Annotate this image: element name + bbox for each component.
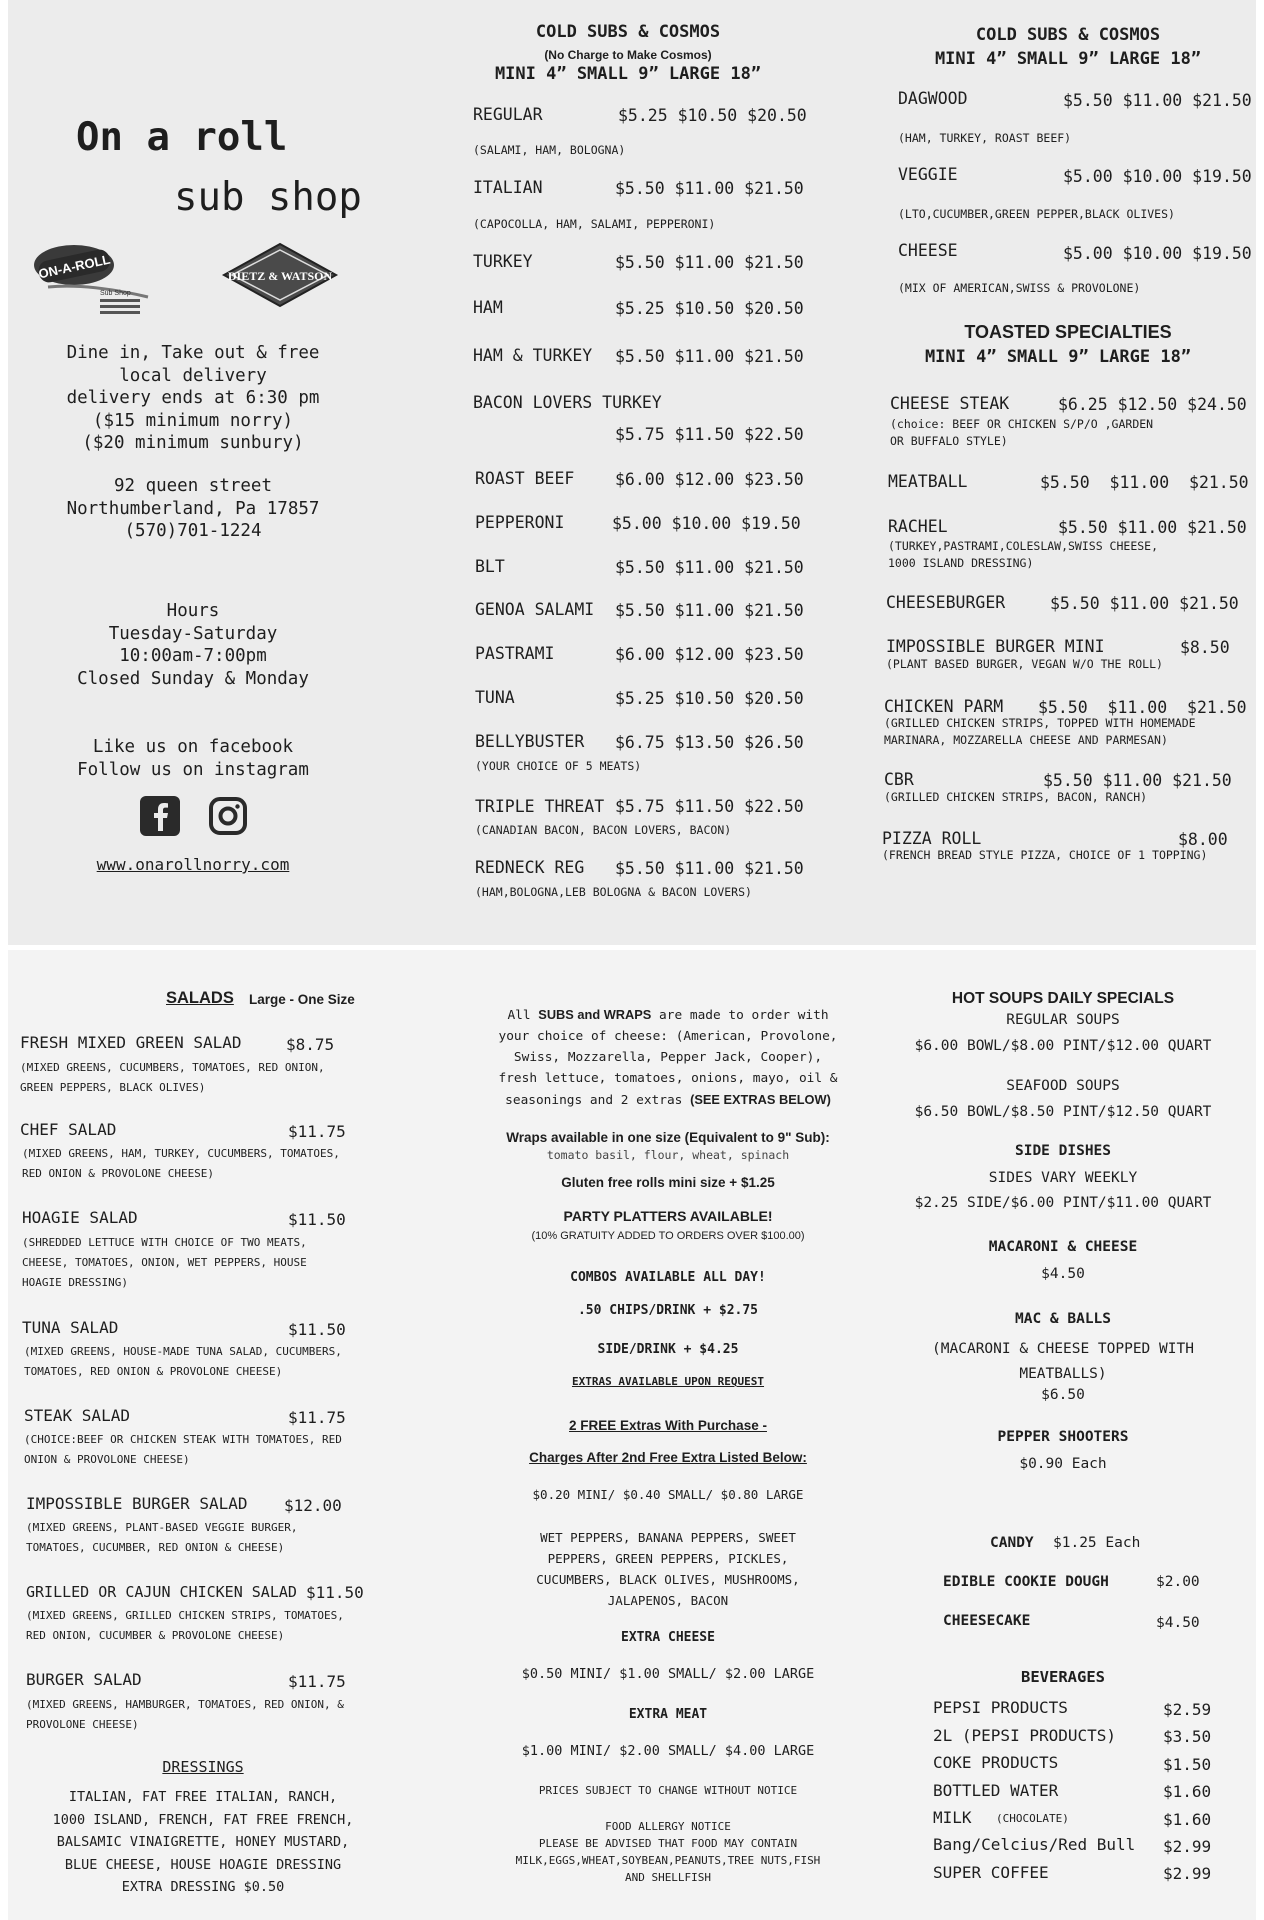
menu-item-desc: (GRILLED CHICKEN STRIPS, TOPPED WITH HOMEMADE MARINARA, MOZZARELLA CHEESE AND PARMESAN) [884,716,1196,747]
intro-b: are made to order with [651,1008,829,1023]
intro-last-bold: (SEE EXTRAS BELOW) [690,1092,831,1107]
menu-item-desc: (GRILLED CHICKEN STRIPS, BACON, RANCH) [884,790,1148,804]
salad-desc: (MIXED GREENS, CUCUMBERS, TOMATOES, RED ONION, GREEN PEPPERS, BLACK OLIVES) [20,1061,325,1094]
menu-item-prices: $8.50 [1180,638,1230,657]
menu-item-name: ROAST BEEF [475,469,575,488]
logo-roll-text: ON-A-ROLL [37,251,112,282]
menu-item-desc: (TURKEY,PASTRAMI,COLESLAW,SWISS CHEESE, 1000 ISLAND DRESSING) [888,539,1159,570]
menu-item-name: CHEESE STEAK [890,394,1010,413]
pepper-shooters-title: PEPPER SHOOTERS [997,1429,1129,1445]
menu-item-name: MEATBALL [888,472,968,491]
menu-item-name: CHEESE [898,241,958,260]
mac-balls-desc [888,1337,1238,1387]
salad-name: STEAK SALAD [24,1406,130,1425]
menu-item-prices: $5.50 $11.00 $21.50 [615,347,804,366]
menu-item-prices: $5.50 $11.00 $21.50 [1063,91,1252,110]
intro-line: Swiss, Mozzarella, Pepper Jack, Cooper), [513,1050,823,1065]
cookie-dough-price: $2.00 [1156,1574,1200,1590]
extras-request: EXTRAS AVAILABLE UPON REQUEST [571,1375,765,1388]
dressings-line: BALSAMIC VINAIGRETTE, HONEY MUSTARD, [56,1834,350,1850]
wraps-types: tomato basil, flour, wheat, spinach [546,1148,790,1162]
free-extras: 2 FREE Extras With Purchase - [569,1418,767,1433]
cold-subs-title-2: COLD SUBS & COSMOS [975,25,1161,45]
size-header: MINI 4” SMALL 9” LARGE 18” [494,64,762,84]
menu-item-desc: (HAM,BOLOGNA,LEB BOLOGNA & BACON LOVERS) [475,885,752,899]
salad-price: $11.50 [288,1320,346,1339]
menu-item-name: CHICKEN PARM [884,697,1004,716]
extras-list [463,1527,873,1611]
extras-line: JALAPENOS, BACON [607,1593,729,1608]
dressings-line: BLUE CHEESE, HOUSE HOAGIE DRESSING [64,1856,342,1873]
salad-desc: (SHREDDED LETTUCE WITH CHOICE OF TWO MEATS, CHEESE, TOMATOES, ONION, WET PEPPERS, HOUSE HOAGIE DRESSING) [22,1236,307,1289]
salad-desc: (MIXED GREENS, HOUSE-MADE TUNA SALAD, CUCUMBERS, TOMATOES, RED ONION & PROVOLONE CHEESE) [24,1345,342,1378]
social-line: Like us on facebook [92,737,294,757]
facebook-icon[interactable] [139,795,181,837]
cheesecake-price: $4.50 [1156,1615,1200,1631]
service-line: ($20 minimum sunbury) [82,433,304,453]
menu-item-desc: (LTO,CUCUMBER,GREEN PEPPER,BLACK OLIVES) [898,207,1175,221]
extra-meat-prices: $1.00 MINI/ $2.00 SMALL/ $4.00 LARGE [521,1743,815,1759]
party-platters: PARTY PLATTERS AVAILABLE! [563,1208,773,1224]
dietz-watson-logo [220,240,340,310]
menu-item-prices: $5.00 $10.00 $19.50 [612,514,801,533]
menu-item-prices: $5.50 $11.00 $21.50 [615,253,804,272]
dressings-line: ITALIAN, FAT FREE ITALIAN, RANCH, [68,1789,338,1805]
salad-price: $11.50 [288,1210,346,1229]
mac-cheese-title: MACARONI & CHEESE [988,1239,1138,1255]
extras-line: PEPPERS, GREEN PEPPERS, PICKLES, [547,1551,789,1566]
menu-item-prices: $5.50 $11.00 $21.50 [1040,473,1249,492]
beverage-price: $2.99 [1163,1864,1212,1883]
menu-item-name: REDNECK REG [475,858,585,877]
menu-item-desc: (CANADIAN BACON, BACON LOVERS, BACON) [475,823,732,837]
salad-price: $11.75 [288,1408,346,1427]
beverage-name: MILK [933,1808,972,1827]
hours-line: Tuesday-Saturday [108,623,278,644]
address-line: Northumberland, Pa 17857 [66,498,320,519]
beverage-note: (CHOCOLATE) [996,1812,1069,1825]
seafood-soups-prices: $6.50 BOWL/$8.50 PINT/$12.50 QUART [914,1104,1212,1120]
menu-item-desc: (FRENCH BREAD STYLE PIZZA, CHOICE OF 1 TOPPING) [882,848,1208,862]
menu-item-name: REGULAR [473,105,543,124]
regular-soups-prices: $6.00 BOWL/$8.00 PINT/$12.00 QUART [914,1038,1212,1054]
hours [8,600,378,690]
service-line: Dine in, Take out & free [66,343,320,363]
menu-item-name: BACON LOVERS TURKEY [473,393,662,412]
salad-desc: (MIXED GREENS, GRILLED CHICKEN STRIPS, TOMATOES, RED ONION, CUCUMBER & PROVOLONE CHEESE) [26,1609,344,1642]
salad-desc: (MIXED GREENS, HAM, TURKEY, CUCUMBERS, TOMATOES, RED ONION & PROVOLONE CHEESE) [22,1147,340,1180]
cosmos-note: (No Charge to Make Cosmos) [544,48,712,62]
website-link[interactable]: www.onarollnorry.com [96,855,290,874]
beverage-name: PEPSI PRODUCTS [933,1698,1068,1717]
menu-item-prices: $5.00 $10.00 $19.50 [1063,244,1252,263]
beverage-price: $1.50 [1163,1755,1212,1774]
hours-line: 10:00am-7:00pm [119,646,267,666]
wraps-info: Wraps available in one size (Equivalent to 9" Sub): [506,1130,830,1145]
extra-cheese-prices: $0.50 MINI/ $1.00 SMALL/ $2.00 LARGE [521,1666,815,1682]
candy-price: $1.25 Each [1053,1535,1141,1551]
service-line: ($15 minimum norry) [92,410,294,431]
combo-side-drink: SIDE/DRINK + $4.25 [597,1342,739,1357]
beverage-price: $1.60 [1163,1810,1212,1829]
sides-note: SIDES VARY WEEKLY [988,1170,1138,1186]
menu-item-prices: $5.25 $10.50 $20.50 [615,299,804,318]
menu-item-name: ITALIAN [473,178,543,197]
extras-line: WET PEPPERS, BANANA PEPPERS, SWEET [540,1530,796,1545]
menu-item-prices: $8.00 [1178,830,1228,849]
beverage-price: $2.99 [1163,1837,1212,1856]
social-text [8,736,378,781]
menu-item-prices: $5.50 $11.00 $21.50 [615,558,804,577]
menu-item-prices: $5.50 $11.00 $21.50 [615,179,804,198]
menu-item-name: BLT [475,557,505,576]
extras-charges: Charges After 2nd Free Extra Listed Below: [529,1450,807,1465]
allergy-notice [463,1818,873,1886]
hours-line: Closed Sunday & Monday [77,668,309,689]
dressings-line: EXTRA DRESSING $0.50 [121,1879,285,1895]
soups-title: HOT SOUPS DAILY SPECIALS [951,990,1175,1007]
menu-item-desc: (CAPOCOLLA, HAM, SALAMI, PEPPERONI) [473,217,716,231]
menu-page-front [8,0,1256,945]
salad-price: $11.75 [288,1122,346,1141]
menu-item-prices: $5.75 $11.50 $22.50 [615,425,804,444]
instagram-icon[interactable] [209,797,247,835]
logo-sub-text: Sub Shop [100,290,131,297]
cheesecake-label: CHEESECAKE [943,1613,1031,1629]
salad-price: $11.75 [288,1672,346,1691]
cookie-dough-label: EDIBLE COOKIE DOUGH [943,1574,1109,1590]
menu-item-name: PEPPERONI [475,513,565,532]
menu-item-prices: $5.00 $10.00 $19.50 [1063,167,1252,186]
menu-item-prices: $5.75 $11.50 $22.50 [615,797,804,816]
menu-item-name: HAM & TURKEY [473,346,593,365]
order-info [463,1004,873,1111]
intro-line: fresh lettuce, tomatoes, onions, mayo, oil & [498,1071,838,1086]
menu-item-prices: $5.50 $11.00 $21.50 [1058,518,1247,537]
menu-item-name: PASTRAMI [475,644,555,663]
salad-price: $11.50 [306,1583,364,1602]
sides-prices: $2.25 SIDE/$6.00 PINT/$11.00 QUART [914,1195,1212,1211]
seafood-soups: SEAFOOD SOUPS [1006,1078,1120,1094]
dressings-title: DRESSINGS [162,1758,244,1776]
dressings-list [8,1786,398,1899]
shop-title-line2: sub shop [174,175,362,220]
beverage-name: COKE PRODUCTS [933,1753,1059,1772]
salad-name: FRESH MIXED GREEN SALAD [20,1033,242,1052]
salads-title: SALADS [166,989,234,1007]
salad-desc: (MIXED GREENS, HAMBURGER, TOMATOES, RED ONION, & PROVOLONE CHEESE) [26,1698,344,1731]
menu-item-desc: (SALAMI, HAM, BOLOGNA) [473,143,626,157]
menu-item-prices: $5.50 $11.00 $21.50 [1043,771,1232,790]
mac-cheese-price: $4.50 [1041,1266,1085,1282]
menu-item-name: GENOA SALAMI [475,600,595,619]
price-change-notice: PRICES SUBJECT TO CHANGE WITHOUT NOTICE [538,1784,798,1797]
mac-balls-price: $6.50 [1041,1387,1085,1403]
menu-item-desc: (PLANT BASED BURGER, VEGAN W/O THE ROLL) [886,657,1163,671]
regular-soups: REGULAR SOUPS [1006,1012,1120,1028]
combo-chips-drink: .50 CHIPS/DRINK + $2.75 [577,1303,758,1318]
menu-item-desc: (HAM, TURKEY, ROAST BEEF) [898,131,1072,145]
beverage-name: BOTTLED WATER [933,1781,1059,1800]
social-icons [8,795,378,837]
address [8,475,378,543]
size-header-3: MINI 4” SMALL 9” LARGE 18” [924,347,1192,367]
menu-item-prices: $5.50 $11.00 $21.50 [615,859,804,878]
menu-item-name: CHEESEBURGER [886,593,1006,612]
intro-a: All [507,1008,539,1023]
menu-item-name: BELLYBUSTER [475,732,585,751]
extras-prices: $0.20 MINI/ $0.40 SMALL/ $0.80 LARGE [532,1487,804,1502]
service-line: delivery ends at 6:30 pm [66,388,320,408]
intro-line: your choice of cheese: (American, Provolone, [498,1029,838,1044]
menu-item-desc: (choice: BEEF OR CHICKEN S/P/O ,GARDEN OR BUFFALO STYLE) [890,417,1154,448]
menu-item-desc: (MIX OF AMERICAN,SWISS & PROVOLONE) [898,281,1141,295]
menu-item-desc: (YOUR CHOICE OF 5 MEATS) [475,759,642,773]
beverage-price: $3.50 [1163,1727,1212,1746]
menu-item-prices: $6.25 $12.50 $24.50 [1058,395,1247,414]
menu-item-name: CBR [884,770,914,789]
menu-item-prices: $5.25 $10.50 $20.50 [615,689,804,708]
salad-name: TUNA SALAD [22,1318,119,1337]
menu-item-name: IMPOSSIBLE BURGER MINI [886,637,1105,656]
menu-item-prices: $6.00 $12.00 $23.50 [615,470,804,489]
menu-item-name: VEGGIE [898,165,958,184]
menu-item-prices: $6.00 $12.00 $23.50 [615,645,804,664]
menu-item-prices: $5.50 $11.00 $21.50 [1038,698,1247,717]
on-a-roll-logo [28,235,178,320]
allergy-line: MILK,EGGS,WHEAT,SOYBEAN,PEANUTS,TREE NUTS,FISH [515,1854,821,1867]
beverage-name: SUPER COFFEE [933,1863,1049,1882]
service-info [8,342,378,455]
pepper-shooters-price: $0.90 Each [1019,1456,1107,1472]
mac-balls-line: (MACARONI & CHEESE TOPPED WITH [932,1341,1194,1357]
salad-name: IMPOSSIBLE BURGER SALAD [26,1494,248,1513]
menu-page-back [8,950,1256,1920]
menu-item-prices: $5.25 $10.50 $20.50 [618,106,807,125]
salads-subtitle: Large - One Size [249,992,355,1007]
intro-bold: SUBS and WRAPS [538,1007,652,1022]
allergy-line: AND SHELLFISH [624,1871,712,1884]
gluten-info: Gluten free rolls mini size + $1.25 [561,1175,775,1190]
allergy-line: PLEASE BE ADVISED THAT FOOD MAY CONTAIN [538,1837,798,1850]
gratuity-note: (10% GRATUITY ADDED TO ORDERS OVER $100.00) [531,1230,805,1242]
menu-item-prices: $5.50 $11.00 $21.50 [615,601,804,620]
intro-line [463,1004,873,1026]
menu-item-name: TRIPLE THREAT [475,797,605,816]
intro-last: seasonings and 2 extras [505,1093,691,1108]
menu-item-name: HAM [473,298,503,317]
beverages-title: BEVERAGES [1021,1668,1105,1686]
menu-item-prices: $5.50 $11.00 $21.50 [1050,594,1239,613]
candy-label: CANDY [990,1535,1034,1551]
salad-price: $8.75 [286,1035,335,1054]
salad-name: GRILLED OR CAJUN CHICKEN SALAD [26,1583,297,1601]
cold-subs-title: COLD SUBS & COSMOS [535,22,721,42]
menu-item-name: TUNA [475,688,515,707]
allergy-line: FOOD ALLERGY NOTICE [605,1820,731,1833]
mac-balls-line: MEATBALLS) [1019,1366,1107,1382]
dietz-logo-text: DIETZ & WATSON [227,269,333,283]
dressings-line: 1000 ISLAND, FRENCH, FAT FREE FRENCH, [52,1811,354,1828]
side-dishes-title: SIDE DISHES [1014,1143,1112,1159]
extras-line: CUCUMBERS, BLACK OLIVES, MUSHROOMS, [536,1572,800,1587]
service-line: local delivery [119,365,267,386]
salad-name: BURGER SALAD [26,1670,142,1689]
extra-cheese-title: EXTRA CHEESE [621,1630,715,1645]
salad-name: HOAGIE SALAD [22,1208,138,1227]
beverage-price: $1.60 [1163,1782,1212,1801]
salad-desc: (MIXED GREENS, PLANT-BASED VEGGIE BURGER, TOMATOES, CUCUMBER, RED ONION & CHEESE) [26,1521,298,1554]
hours-line: Hours [166,601,220,621]
menu-item-name: RACHEL [888,517,948,536]
menu-item-prices: $6.75 $13.50 $26.50 [615,733,804,752]
shop-title-line1: On a roll [76,115,288,160]
beverage-name: Bang/Celcius/Red Bull [933,1835,1136,1854]
combos: COMBOS AVAILABLE ALL DAY! [570,1270,766,1285]
social-line: Follow us on instagram [77,759,309,780]
extra-meat-title: EXTRA MEAT [628,1707,708,1722]
menu-item-name: DAGWOOD [898,89,968,108]
size-header-2: MINI 4” SMALL 9” LARGE 18” [934,49,1202,69]
menu-item-name: TURKEY [473,252,533,271]
salad-name: CHEF SALAD [20,1120,117,1139]
intro-line [463,1089,873,1111]
phone-number: (570)701-1224 [124,521,262,541]
menu-item-name: PIZZA ROLL [882,829,982,848]
address-line: 92 queen street [113,476,273,496]
beverage-name: 2L (PEPSI PRODUCTS) [933,1726,1117,1745]
salad-desc: (CHOICE:BEEF OR CHICKEN STEAK WITH TOMATOES, RED ONION & PROVOLONE CHEESE) [24,1433,342,1466]
toasted-title: TOASTED SPECIALTIES [964,322,1172,342]
mac-balls-title: MAC & BALLS [1014,1311,1112,1327]
salad-price: $12.00 [284,1496,342,1515]
beverage-price: $2.59 [1163,1700,1212,1719]
